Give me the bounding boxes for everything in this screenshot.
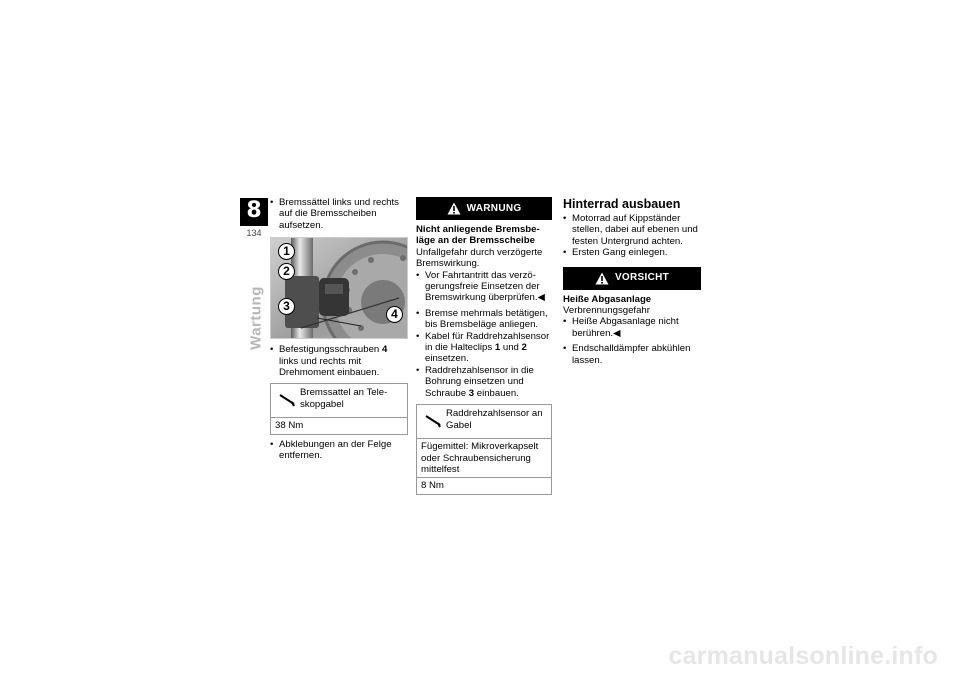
caution-text: Verbrennungsgefahr — [563, 305, 650, 317]
callout-1: 1 — [278, 243, 295, 260]
brake-caliper-figure — [270, 237, 408, 339]
torque-table-header — [417, 405, 551, 439]
list-text: einbauen. — [474, 387, 519, 399]
torque-table — [270, 383, 408, 434]
chapter-side-label-text: Wartung — [247, 286, 265, 350]
torque-value: 8 Nm — [421, 480, 444, 492]
list-item: • Endschalldämpfer abkühlen lassen. — [563, 343, 701, 366]
list-item: • Vor Fahrtantritt das verzögerungsfreie Einsetzen der Bremswirkung überprüfen.◀ — [416, 270, 552, 304]
page-number: 134 — [246, 228, 262, 238]
torque-label: Bremssattel an Teleskopgabel — [300, 387, 388, 410]
list-item: • Motorrad auf Kippständer stellen, dabei auf ebenen und festen Untergrund achten. — [563, 213, 701, 247]
list-item — [416, 331, 552, 365]
list-text: Befestigungsschrauben — [279, 344, 382, 356]
list-item — [416, 365, 552, 399]
torque-wrench-icon — [279, 393, 295, 407]
list-text: und — [500, 342, 522, 354]
warning-title: Nicht anliegende Bremsbeläge an der Bremsscheibe — [416, 224, 540, 247]
column-3 — [563, 197, 701, 366]
list-text: Raddrehzahlsensor in die Bohrung einsetzen und Schraube — [425, 364, 534, 399]
reference-number: 2 — [521, 342, 527, 354]
warning-banner — [416, 197, 552, 220]
column-1 — [270, 197, 408, 462]
torque-table — [416, 404, 552, 495]
torque-note: Fügemittel: Mikroverkapselt oder Schraubensicherung mittelfest — [417, 439, 551, 478]
chapter-number: 8 — [240, 198, 268, 224]
reference-number: 4 — [381, 344, 388, 356]
warning-triangle-icon — [595, 272, 609, 285]
list-item: • Heiße Abgasanlage nicht berühren.◀ — [563, 316, 701, 339]
torque-wrench-icon — [425, 414, 441, 428]
caution-title: Heiße Abgasanlage — [563, 293, 652, 305]
list-item: • Ersten Gang einlegen. — [563, 247, 701, 258]
chapter-divider — [240, 224, 268, 226]
caution-banner — [563, 267, 701, 290]
list-text: links und rechts mit Drehmoment einbauen. — [279, 355, 380, 379]
reference-number: 1 — [494, 342, 501, 354]
list-item: • Bremse mehrmals betätigen, bis Bremsbeläge anliegen. — [416, 308, 552, 331]
warning-triangle-icon — [447, 202, 461, 215]
list-item: • Abklebungen an der Felge entfernen. — [270, 439, 408, 462]
warning-text: Unfallgefahr durch verzögerte Bremswirkung. — [416, 246, 543, 270]
callout-3: 3 — [278, 298, 295, 315]
torque-value: 38 Nm — [275, 420, 304, 432]
list-text: einsetzen. — [425, 353, 469, 365]
list-item: • Bremssättel links und rechts auf die Bremsscheiben aufsetzen. — [270, 197, 408, 231]
watermark: carmanualsonline.info — [668, 642, 938, 670]
section-title: Hinterrad ausbauen — [563, 197, 681, 211]
warning-label: WARNUNG — [466, 202, 522, 214]
torque-table-header — [271, 384, 407, 418]
list-text: Kabel für Raddrehzahlsensor in die Halteclips — [425, 330, 550, 354]
torque-label: Raddrehzahlsensor an Gabel — [446, 408, 543, 431]
list-item — [270, 344, 408, 378]
callout-4: 4 — [386, 306, 403, 323]
reference-number: 3 — [468, 387, 475, 399]
column-2 — [416, 197, 552, 495]
callout-2: 2 — [278, 263, 295, 280]
caution-label: VORSICHT — [614, 272, 670, 284]
